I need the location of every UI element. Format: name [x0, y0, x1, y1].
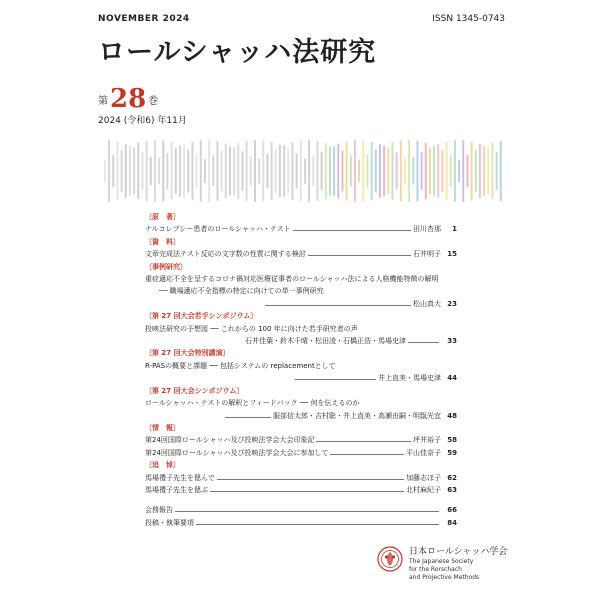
decorative-stripe — [450, 155, 452, 188]
toc-entry-page: 58 — [447, 436, 457, 445]
toc-entry-page: 48 — [447, 411, 457, 420]
toc-entry-title: 馬場禮子先生を偲ぶ — [145, 485, 208, 494]
decorative-stripe — [383, 146, 385, 197]
society-name-en: and Projective Methods — [409, 574, 480, 581]
decorative-stripe — [362, 140, 364, 202]
volume-suffix: 巻 — [148, 95, 159, 107]
toc-leader — [196, 524, 439, 525]
decorative-stripe — [175, 148, 177, 193]
decorative-stripe — [392, 143, 394, 200]
decorative-stripe — [121, 150, 123, 192]
decorative-stripe — [187, 149, 189, 192]
toc-entry[interactable] — [145, 335, 457, 347]
decorative-stripe — [179, 145, 181, 196]
decorative-stripe — [200, 140, 202, 201]
toc-entry-author: 坪井裕子 — [413, 436, 441, 445]
toc-entry-title[interactable]: ロールシャッハ・テストの解釈とフィードバック ── 何を伝えるのか — [145, 399, 360, 408]
decorative-stripe — [183, 145, 185, 198]
decorative-stripe — [500, 141, 502, 201]
society-name-en: for the Rorschach — [409, 566, 462, 573]
toc-entry-title: ナルコレプシー患者のロールシャッハ・テスト — [145, 225, 291, 234]
toc-leader — [330, 454, 404, 455]
society-name-en: The Japanese Society — [409, 558, 474, 565]
decorative-stripes — [104, 139, 504, 203]
toc-entry-page: 15 — [447, 250, 457, 259]
decorative-stripe — [104, 160, 106, 182]
toc-leader — [408, 342, 439, 343]
society-name — [409, 546, 507, 582]
toc-entry[interactable] — [145, 434, 457, 446]
decorative-stripe — [317, 141, 319, 201]
decorative-stripe — [404, 158, 406, 185]
decorative-stripe — [437, 144, 439, 198]
toc-leader — [316, 441, 411, 442]
decorative-stripe — [496, 152, 498, 190]
decorative-stripe — [492, 143, 494, 199]
decorative-stripe — [258, 159, 260, 184]
toc-section: 〔資 料〕 — [145, 237, 180, 246]
decorative-stripe — [117, 141, 119, 200]
decorative-stripe — [337, 144, 339, 199]
toc-entry[interactable] — [145, 248, 457, 260]
decorative-stripe — [129, 146, 131, 196]
decorative-stripe — [158, 158, 160, 184]
decorative-stripe — [125, 144, 127, 198]
toc-entry[interactable] — [145, 223, 457, 235]
toc-entry-page: 59 — [447, 448, 457, 457]
toc-leader — [293, 230, 411, 231]
decorative-stripe — [146, 141, 148, 201]
decorative-stripe — [408, 140, 410, 202]
decorative-stripe — [171, 142, 173, 199]
toc-entry-title[interactable]: 重症適応不全を呈するコロナ禍対応医療従事者のロールシャッハ法による人格機能特徴の解明 — [145, 275, 439, 284]
decorative-stripe — [217, 141, 219, 201]
decorative-stripe — [308, 140, 310, 202]
decorative-stripe — [233, 147, 235, 195]
toc-entry-page: 66 — [447, 506, 457, 515]
issue-date: NOVEMBER 2024 — [98, 14, 190, 24]
decorative-stripe — [483, 146, 485, 196]
decorative-stripe — [283, 145, 285, 197]
toc-leader — [308, 255, 411, 256]
decorative-stripe — [229, 147, 231, 196]
toc-section: 〔第 27 回大会若手シンポジウム〕 — [145, 312, 258, 321]
toc-entry-author: 平山佳奈子 — [406, 448, 441, 457]
decorative-stripe — [412, 157, 414, 184]
decorative-stripe — [300, 140, 302, 201]
decorative-stripe — [192, 142, 194, 200]
toc-leader — [295, 379, 376, 380]
toc-section: 〔第 27 回大会シンポジウム〕 — [145, 386, 244, 395]
toc-entry-author: 松山真大 — [413, 299, 441, 308]
toc-entry[interactable] — [145, 504, 457, 516]
toc-entry[interactable] — [145, 484, 457, 496]
toc-leader — [175, 511, 439, 512]
decorative-stripe — [279, 145, 281, 197]
decorative-stripe — [271, 142, 273, 200]
decorative-stripe — [304, 158, 306, 183]
decorative-stripe — [275, 149, 277, 193]
decorative-stripe — [433, 146, 435, 196]
toc-entry-title: 第24回国際ロールシャッハ及び投映法学会大会印象記 — [145, 436, 315, 445]
decorative-stripe — [221, 151, 223, 191]
decorative-stripe — [396, 153, 398, 190]
decorative-stripe — [262, 140, 264, 201]
toc-entry-title: 第24回国際ロールシャッハ及び投映法学会大会に参加して — [145, 448, 329, 457]
toc-entry-author: 石井佳葉・鈴木千晴・松田凌・石橋正浩・馬場史津 — [245, 337, 406, 346]
toc-entry-page: 1 — [452, 225, 457, 234]
decorative-stripe — [354, 140, 356, 202]
toc-entry-author: 石井明子 — [413, 250, 441, 259]
decorative-stripe — [133, 148, 135, 195]
decorative-stripe — [417, 141, 419, 202]
decorative-stripe — [112, 155, 114, 187]
decorative-stripe — [421, 152, 423, 189]
decorative-stripe — [267, 154, 269, 189]
toc-entry[interactable] — [145, 372, 457, 384]
decorative-stripe — [400, 141, 402, 202]
society-name-jp: 日本ロールシャッハ学会 — [409, 547, 508, 557]
decorative-stripe — [462, 140, 464, 202]
toc-section: 〔原 著〕 — [145, 213, 180, 221]
toc-entry-page: 62 — [447, 473, 457, 482]
toc-entry-author: 服部信太郎・吉村聡・井上直美・高瀬由嗣・明翫光宜 — [273, 411, 441, 420]
toc-leader — [265, 305, 411, 306]
toc-entry-title[interactable]: 投映法研究の予想図 ── これからの 100 年に向けた若手研究者の声 — [145, 324, 358, 333]
decorative-stripe — [371, 142, 373, 201]
decorative-stripe — [292, 142, 294, 200]
toc-section: 〔情 報〕 — [145, 423, 180, 432]
toc-entry-page: 84 — [447, 518, 457, 527]
table-of-contents — [145, 211, 457, 529]
decorative-stripe — [212, 156, 214, 187]
publication-date: 2024 (令和6) 年11月 — [98, 116, 187, 126]
toc-entry-page: 33 — [447, 337, 457, 346]
decorative-stripe — [454, 140, 456, 202]
toc-entry-title: 会務報告 — [145, 506, 173, 515]
toc-entry-title: 投稿・執筆要項 — [145, 518, 194, 527]
decorative-stripe — [208, 140, 210, 202]
toc-entry[interactable] — [145, 447, 457, 459]
toc-entry-subtitle: ── 職場適応不全指標の特定に向けての単一事例研究 — [159, 287, 324, 296]
toc-entry-author: 井上直美・馬場史津 — [378, 374, 441, 383]
toc-leader — [217, 479, 404, 480]
decorative-stripe — [333, 146, 335, 195]
toc-entry-page: 44 — [447, 374, 457, 383]
decorative-stripe — [154, 140, 156, 202]
decorative-stripe — [321, 152, 323, 191]
decorative-stripe — [167, 153, 169, 189]
toc-spacer — [145, 496, 457, 504]
toc-entry-author: 北村麻紀子 — [406, 485, 441, 494]
decorative-stripe — [429, 148, 431, 194]
decorative-stripe — [312, 156, 314, 185]
toc-entry-page: 63 — [447, 485, 457, 494]
decorative-stripe — [325, 143, 327, 199]
decorative-stripe — [242, 151, 244, 190]
volume-prefix: 第 — [98, 95, 108, 107]
decorative-stripe — [162, 141, 164, 202]
toc-entry-title: 文章完成法テスト反応の文字数の性質に関する検討 — [145, 250, 306, 259]
decorative-stripe — [246, 141, 248, 201]
decorative-stripe — [237, 143, 239, 199]
decorative-stripe — [296, 153, 298, 188]
decorative-stripe — [471, 141, 473, 200]
volume-number: 28 — [110, 84, 147, 114]
toc-entry-author: 加藤志ほ子 — [406, 473, 441, 482]
toc-entry-title: 馬場禮子先生を偲んで — [145, 473, 215, 482]
toc-entry[interactable] — [145, 517, 457, 529]
decorative-stripe — [350, 155, 352, 186]
toc-section: 〔第 27 回大会特別講演〕 — [145, 349, 230, 358]
decorative-stripe — [458, 160, 460, 183]
decorative-stripe — [342, 151, 344, 192]
decorative-stripe — [287, 149, 289, 194]
decorative-stripe — [479, 144, 481, 198]
toc-section: 〔事例研究〕 — [145, 262, 187, 271]
decorative-stripe — [475, 150, 477, 191]
decorative-stripe — [487, 147, 489, 194]
toc-entry[interactable] — [145, 410, 457, 422]
decorative-stripe — [387, 148, 389, 194]
society-block — [377, 546, 507, 582]
decorative-stripe — [329, 147, 331, 195]
journal-title: ロールシャッハ法研究 — [98, 37, 377, 68]
decorative-stripe — [204, 159, 206, 183]
decorative-stripe — [367, 154, 369, 187]
decorative-stripe — [142, 152, 144, 190]
volume-label — [98, 84, 158, 114]
decorative-stripe — [346, 141, 348, 200]
decorative-stripe — [196, 154, 198, 188]
society-seal-icon — [377, 546, 403, 572]
toc-entry-author: 田川杏那 — [413, 225, 441, 234]
decorative-stripe — [250, 156, 252, 186]
toc-entry[interactable] — [145, 298, 457, 310]
toc-entry-title[interactable]: R-PASの概要と課題 ── 包括システムの replacementとして — [145, 361, 336, 370]
decorative-stripe — [425, 143, 427, 200]
issn: ISSN 1345-0743 — [432, 14, 505, 24]
decorative-stripe — [150, 157, 152, 185]
decorative-stripe — [467, 155, 469, 187]
decorative-stripe — [137, 143, 139, 199]
decorative-stripe — [379, 144, 381, 197]
toc-section: 〔追 悼〕 — [145, 461, 180, 470]
decorative-stripe — [446, 142, 448, 201]
toc-entry[interactable] — [145, 472, 457, 484]
decorative-stripe — [375, 150, 377, 193]
decorative-stripe — [442, 150, 444, 192]
decorative-stripe — [225, 144, 227, 199]
toc-leader — [225, 417, 271, 418]
toc-entry-page: 23 — [447, 299, 457, 308]
decorative-stripe — [254, 140, 256, 202]
decorative-stripe — [358, 159, 360, 182]
toc-leader — [210, 491, 404, 492]
decorative-stripe — [108, 140, 110, 202]
